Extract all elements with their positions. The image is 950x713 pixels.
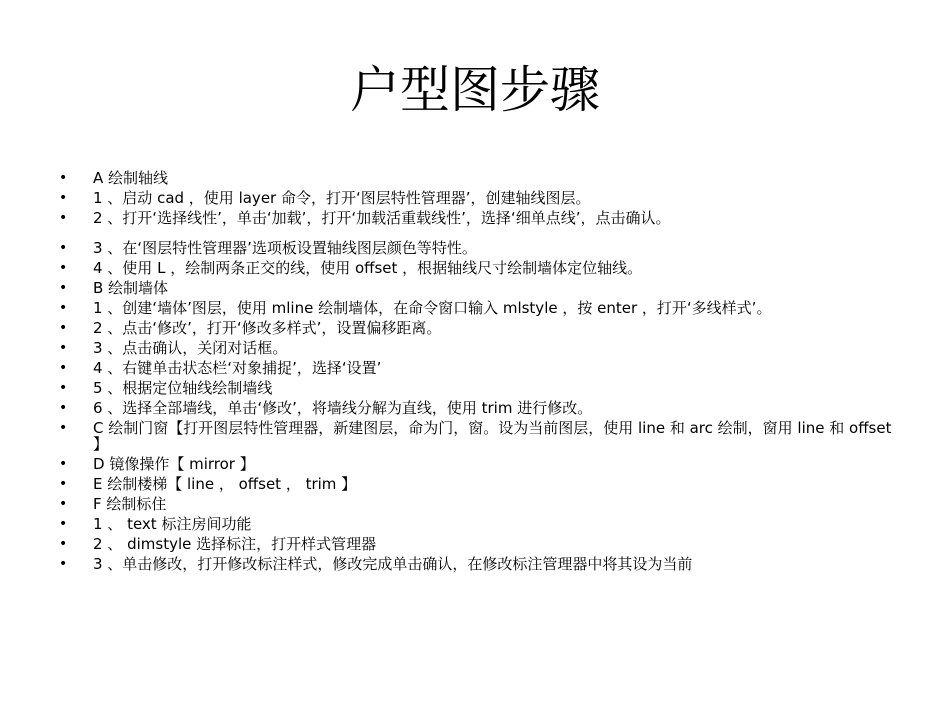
- bullet-text: 4 、右键单击状态栏‘对象捕捉’，选择‘设置’: [93, 359, 382, 377]
- bullet-item: [0, 454, 950, 474]
- bullet-item: [0, 338, 950, 358]
- bullet-text: 5 、根据定位轴线绘制墙线: [93, 379, 273, 397]
- bullet-dot: •: [59, 170, 68, 186]
- bullet-dot: •: [59, 476, 68, 492]
- bullet-item: [0, 188, 950, 208]
- bullet-text: 2 、点击‘修改’，打开‘修改多样式’，设置偏移距离。: [93, 319, 442, 337]
- bullet-text: B 绘制墙体: [93, 279, 169, 297]
- bullet-dot: •: [59, 260, 68, 276]
- bullet-item: [0, 208, 950, 228]
- bullet-text: C 绘制门窗【打开图层特性管理器，新建图层，命为门，窗。设为当前图层，使用 line 和 arc 绘制，窗用 line 和 offset 】: [93, 419, 892, 453]
- bullet-item: [0, 534, 950, 554]
- bullet-text: 6 、选择全部墙线，单击‘修改’，将墙线分解为直线，使用 trim 进行修改。: [93, 399, 593, 417]
- bullet-item: [0, 514, 950, 534]
- bullet-dot: •: [59, 280, 68, 296]
- bullet-item: [0, 168, 950, 188]
- bullet-text: 1 、启动 cad ，使用 layer 命令，打开‘图层特性管理器’，创建轴线图层。: [93, 189, 591, 207]
- bullet-item: [0, 238, 950, 258]
- bullet-item: [0, 258, 950, 278]
- bullet-item: [0, 418, 950, 454]
- bullet-text: 3 、点击确认，关闭对话框。: [93, 339, 288, 357]
- bullet-dot: •: [59, 360, 68, 376]
- bullet-dot: •: [59, 300, 68, 316]
- bullet-text: 3 、在‘图层特性管理器’选项板设置轴线图层颜色等特性。: [93, 239, 477, 257]
- bullet-dot: •: [59, 320, 68, 336]
- bullet-dot: •: [59, 380, 68, 396]
- bullet-text: E 绘制楼梯【 line ， offset ， trim 】: [93, 475, 357, 493]
- bullet-text: A 绘制轴线: [93, 169, 169, 187]
- bullet-dot: •: [59, 496, 68, 512]
- bullet-item: [0, 358, 950, 378]
- bullet-text: F 绘制标住: [93, 495, 167, 513]
- bullet-dot: •: [59, 340, 68, 356]
- bullet-dot: •: [59, 456, 68, 472]
- bullet-dot: •: [59, 516, 68, 532]
- bullet-dot: •: [59, 210, 68, 226]
- bullet-dot: •: [59, 536, 68, 552]
- bullet-text: D 镜像操作【 mirror 】: [93, 455, 255, 473]
- bullet-dot: •: [59, 240, 68, 256]
- bullet-text: 2 、 dimstyle 选择标注，打开样式管理器: [93, 535, 377, 553]
- bullet-item: [0, 494, 950, 514]
- bullet-item: [0, 554, 950, 574]
- bullet-text: 1 、创建‘墙体’图层，使用 mline 绘制墙体，在命令窗口输入 mlstyle ，按 enter ，打开‘多线样式’。: [93, 299, 772, 317]
- bullet-text: 2 、打开‘选择线性’，单击‘加载’，打开‘加载活重载线性’，选择‘细单点线’，点击确认。: [93, 209, 671, 227]
- bullet-item: [0, 278, 950, 298]
- bullet-dot: •: [59, 556, 68, 572]
- slide-title: 户型图步骤: [350, 61, 600, 119]
- bullet-text: 3 、单击修改，打开修改标注样式，修改完成单击确认，在修改标注管理器中将其设为当前: [93, 555, 693, 573]
- bullet-item: [0, 474, 950, 494]
- bullet-dot: •: [59, 400, 68, 416]
- bullet-text: 4 、使用 L ，绘制两条正交的线，使用 offset ，根据轴线尺寸绘制墙体定位轴线。: [93, 259, 643, 277]
- bullet-item: [0, 318, 950, 338]
- bullet-dot: •: [59, 190, 68, 206]
- bullet-item: [0, 378, 950, 398]
- bullet-text: 1 、 text 标注房间功能: [93, 515, 252, 533]
- bullet-item: [0, 298, 950, 318]
- bullet-list: [0, 168, 950, 574]
- bullet-dot: •: [59, 420, 68, 436]
- bullet-item: [0, 398, 950, 418]
